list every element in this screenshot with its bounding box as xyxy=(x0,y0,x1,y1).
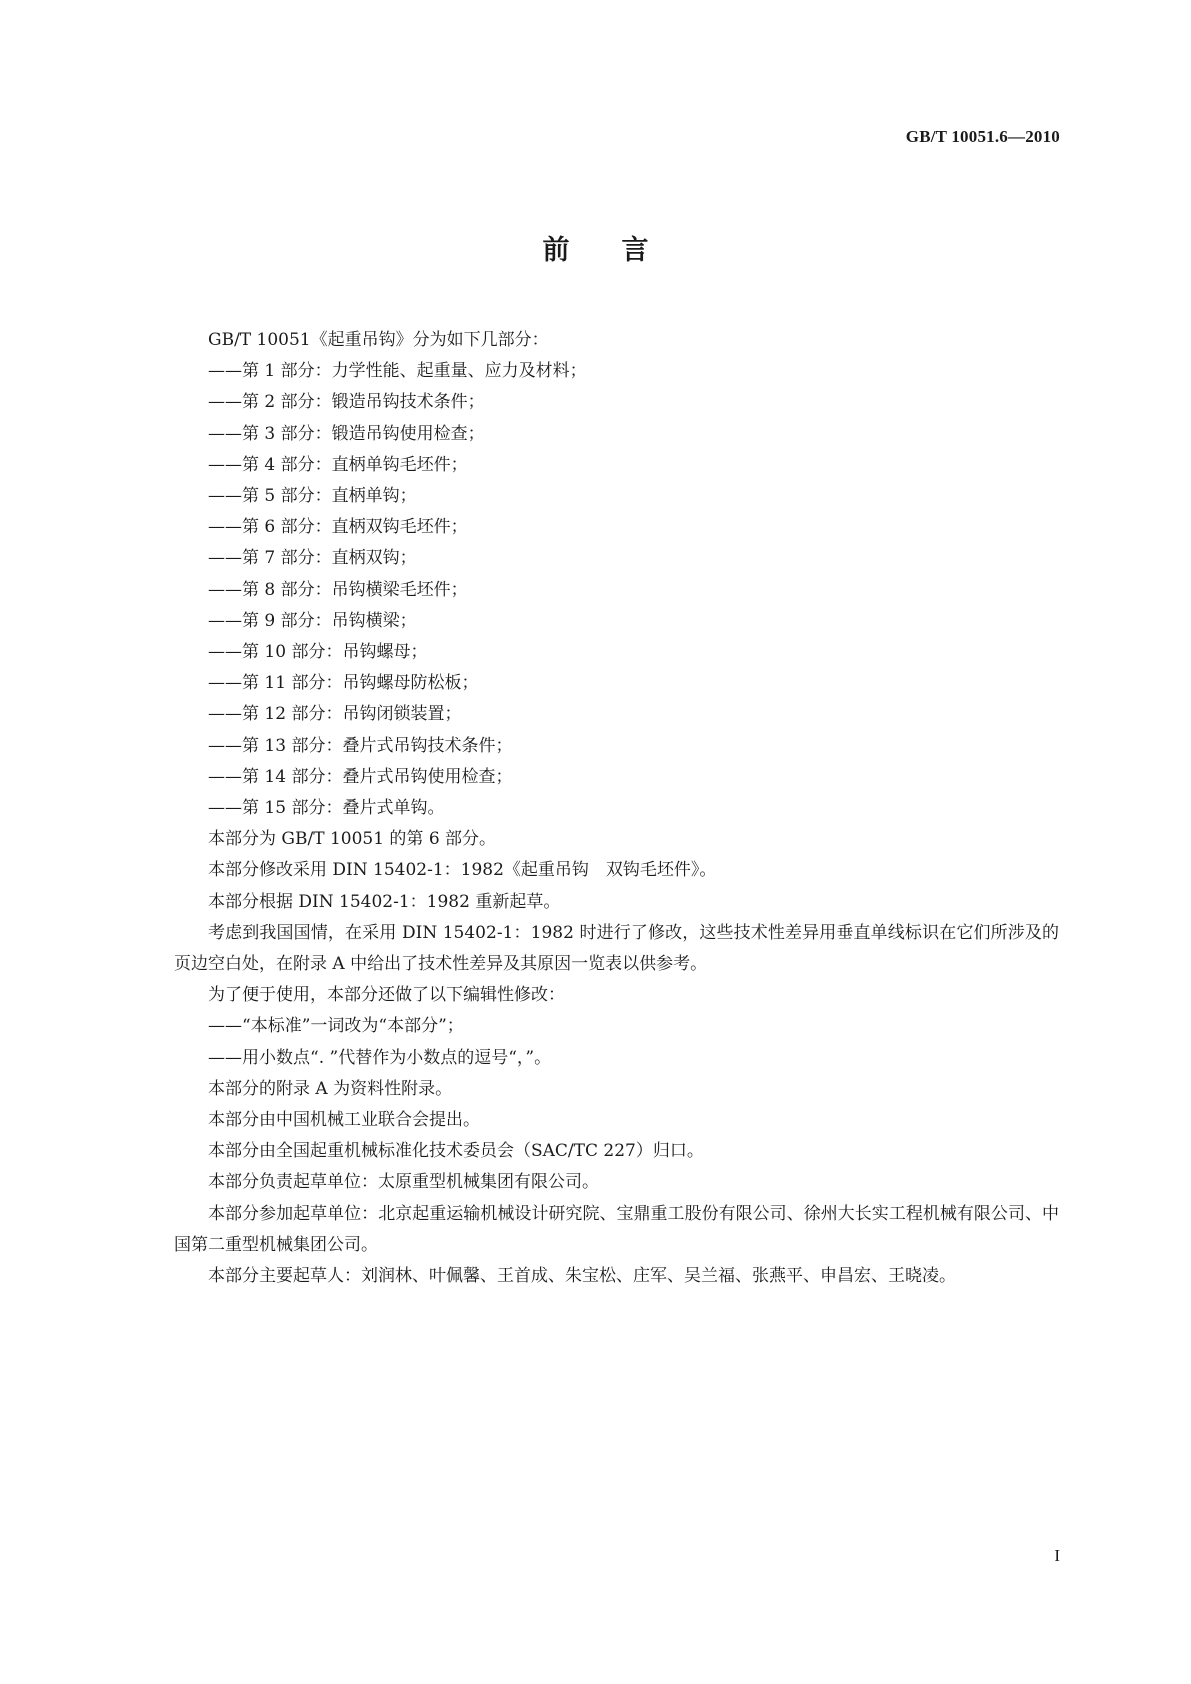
list-item-editorial-1: ——“本标准”一词改为“本部分”； xyxy=(208,1016,464,1037)
paragraph-editorial-intro: 为了便于使用，本部分还做了以下编辑性修改： xyxy=(208,985,565,1006)
paragraph-responsible-drafter: 本部分负责起草单位：太原重型机械集团有限公司。 xyxy=(208,1172,599,1193)
paragraph-main-drafters: 本部分主要起草人：刘润林、叶佩馨、王首成、朱宝松、庄军、吴兰福、张燕平、申昌宏、王晓凌。 xyxy=(208,1266,956,1287)
list-item-part-8: ——第 8 部分：吊钩横梁毛坯件； xyxy=(208,579,468,600)
list-item-part-3: ——第 3 部分：锻造吊钩使用检查； xyxy=(208,423,485,444)
paragraph-committee: 本部分由全国起重机械标准化技术委员会（SAC/TC 227）归口。 xyxy=(208,1141,704,1162)
list-item-part-7: ——第 7 部分：直柄双钩； xyxy=(208,548,417,569)
list-item-part-2: ——第 2 部分：锻造吊钩技术条件； xyxy=(208,392,485,413)
paragraph-drafting-basis: 本部分根据 DIN 15402-1：1982 重新起草。 xyxy=(208,891,561,912)
list-item-part-4: ——第 4 部分：直柄单钩毛坯件； xyxy=(208,454,468,475)
standard-number: GB/T 10051.6—2010 xyxy=(905,127,1060,146)
list-item-part-13: ——第 13 部分：叠片式吊钩技术条件； xyxy=(208,735,513,756)
paragraph-technical-deviations: 考虑到我国国情，在采用 DIN 15402-1：1982 时进行了修改，这些技术性差异用垂直单线标识在它们所涉及的页边空白处，在附录 A 中给出了技术性差异及其原因一览表以供参考。 xyxy=(174,922,1059,975)
page-number: I xyxy=(1054,1546,1060,1565)
list-item-part-9: ——第 9 部分：吊钩横梁； xyxy=(208,610,417,631)
paragraph-intro: GB/T 10051《起重吊钩》分为如下几部分： xyxy=(208,330,549,350)
paragraph-adoption: 本部分修改采用 DIN 15402-1：1982《起重吊钩 双钩毛坯件》。 xyxy=(208,860,717,881)
list-item-part-15: ——第 15 部分：叠片式单钩。 xyxy=(208,798,445,819)
list-item-part-5: ——第 5 部分：直柄单钩； xyxy=(208,486,417,507)
list-item-part-12: ——第 12 部分：吊钩闭锁装置； xyxy=(208,704,462,725)
paragraph-annex: 本部分的附录 A 为资料性附录。 xyxy=(208,1078,453,1099)
foreword-body xyxy=(174,325,1059,1292)
paragraph-part-statement: 本部分为 GB/T 10051 的第 6 部分。 xyxy=(208,829,497,850)
page-title: 前言 xyxy=(542,235,701,266)
paragraph-proposer: 本部分由中国机械工业联合会提出。 xyxy=(208,1110,480,1131)
paragraph-participating-drafters: 本部分参加起草单位：北京起重运输机械设计研究院、宝鼎重工股份有限公司、徐州大长实工程机械有限公司、中国第二重型机械集团公司。 xyxy=(174,1203,1059,1255)
list-item-part-14: ——第 14 部分：叠片式吊钩使用检查； xyxy=(208,766,513,787)
list-item-part-1: ——第 1 部分：力学性能、起重量、应力及材料； xyxy=(208,361,587,382)
list-item-editorial-2: ——用小数点“. ”代替作为小数点的逗号“，”。 xyxy=(208,1047,552,1068)
list-item-part-11: ——第 11 部分：吊钩螺母防松板； xyxy=(208,673,479,694)
list-item-part-6: ——第 6 部分：直柄双钩毛坯件； xyxy=(208,517,468,538)
list-item-part-10: ——第 10 部分：吊钩螺母； xyxy=(208,642,428,663)
